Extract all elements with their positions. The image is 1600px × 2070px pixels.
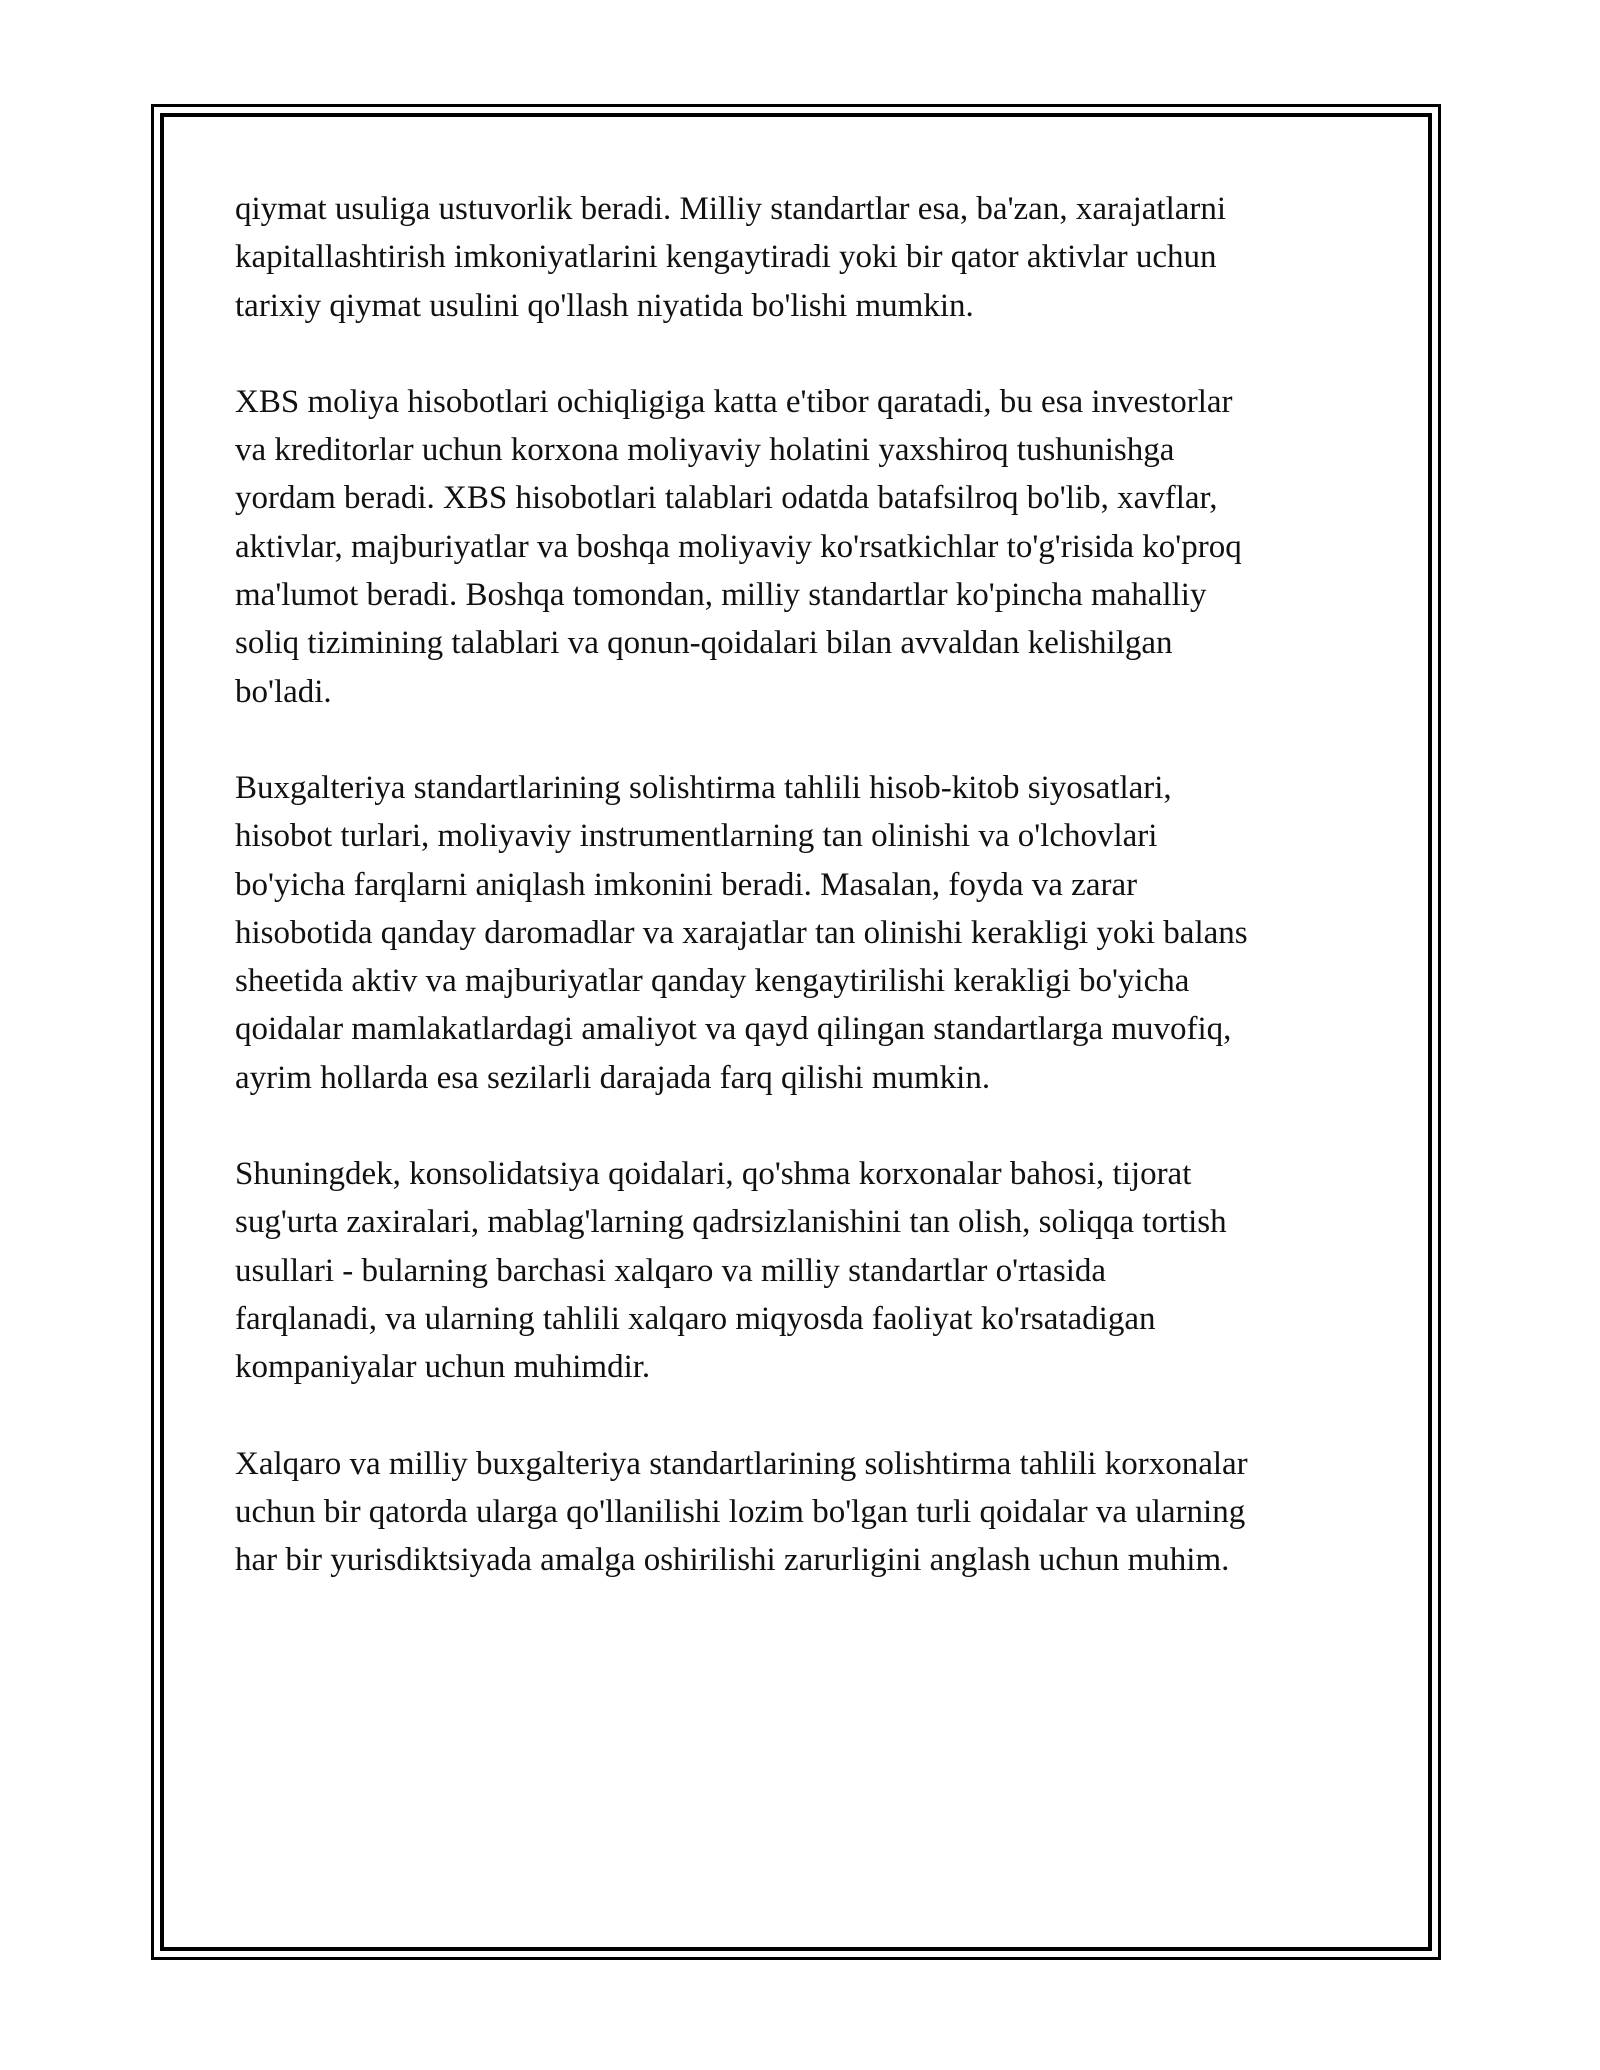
paragraph-4: Shuningdek, konsolidatsiya qoidalari, qo'shma korxonalar bahosi, tijorat sug'urta zaxiralari, mablag'larning qadrsizlanishini tan olish, soliqqa tortish usullari - bularning barchasi xalqaro va milliy standartlar o'rtasida farqlanadi, va ularning tahlili xalqaro miqyosda faoliyat ko'rsatadigan kompaniyalar uchun muhimdir.: [235, 1156, 1227, 1386]
paragraph-3: Buxgalteriya standartlarining solishtirma tahlili hisob-kitob siyosatlari, hisobot turlari, moliyaviy instrumentlarning tan olinishi va o'lchovlari bo'yicha farqlarni aniqlash imkonini beradi. Masalan, foyda va zarar hisobotida qanday daromadlar va xarajatlar tan olinishi kerakligi yoki balans sheetida aktiv va majburiyatlar qanday kengaytirilishi kerakligi bo'yicha qoidalar mamlakatlardagi amaliyot va qayd qilingan standartlarga muvofiq, ayrim hollarda esa sezilarli darajada farq qilishi mumkin.: [235, 769, 1248, 1096]
paragraph-2: XBS moliya hisobotlari ochiqligiga katta e'tibor qaratadi, bu esa investorlar va kreditorlar uchun korxona moliyaviy holatini yaxshiroq tushunishga yordam beradi. XBS hisobotlari talablari odatda batafsilroq bo'lib, xavflar, aktivlar, majburiyatlar va boshqa moliyaviy ko'rsatkichlar to'g'risida ko'proq ma'lumot beradi. Boshqa tomondan, milliy standartlar ko'pincha mahalliy soliq tizimining talablari va qonun-qoidalari bilan avvaldan kelishilgan bo'ladi.: [235, 383, 1242, 710]
paragraph-1: qiymat usuliga ustuvorlik beradi. Milliy standartlar esa, ba'zan, xarajatlarni kapitallashtirish imkoniyatlarini kengaytiradi yoki bir qator aktivlar uchun tarixiy qiymat usulini qo'llash niyatida bo'lishi mumkin.: [235, 191, 1227, 324]
paragraph-5: Xalqaro va milliy buxgalteriya standartlarining solishtirma tahlili korxonalar uchun bir qatorda ularga qo'llanilishi lozim bo'lgan turli qoidalar va ularning har bir yurisdiktsiyada amalga oshirilishi zarurligini anglash uchun muhim.: [235, 1445, 1248, 1579]
document-body: [235, 185, 1385, 1632]
